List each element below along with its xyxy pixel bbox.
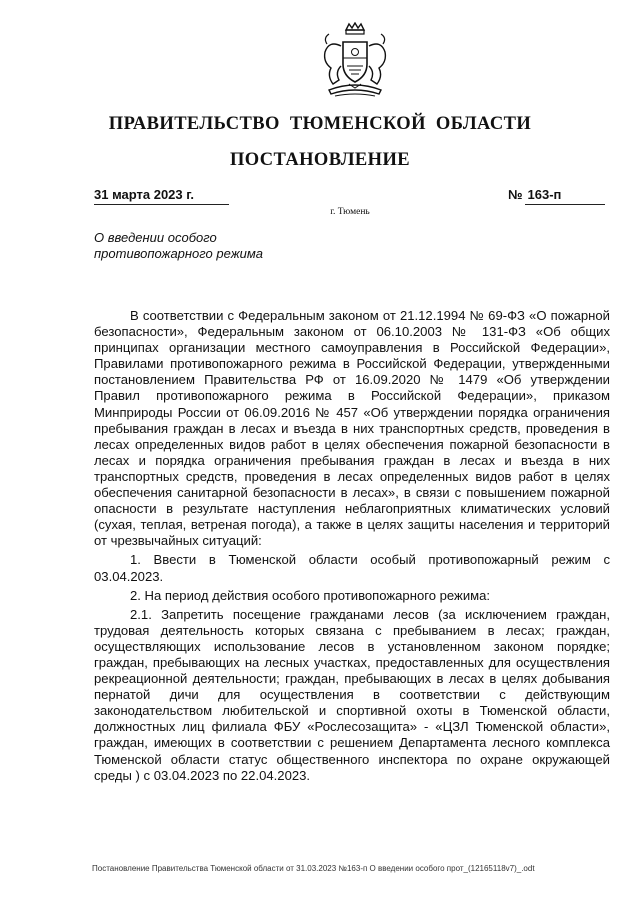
document-type: ПОСТАНОВЛЕНИЕ — [229, 150, 410, 170]
city-label: г. Тюмень — [330, 207, 370, 217]
date-underline — [94, 204, 229, 205]
preamble-paragraph: В соответствии с Федеральным законом от 21.12.1994 № 69-ФЗ «О пожарной безопасности», Федеральным законом от 06.10.2003 № 131-ФЗ «Об общих принципах организации местного самоуправления в Российской Федерации», Правилами противопожарного режима в Российской Федерации, утвержденными постановлением Правительства РФ от 16.09.2020 № 1479 «Об утверждении Правил противопожарного режима в Российской Федерации», приказом Минприроды России от 06.09.2016 № 457 «Об утверждении порядка ограничения пребывания граждан в лесах и въезда в них транспортных средств, проведения в лесах определенных видов работ в целях обеспечения пожарной безопасности в лесах и порядка ограничения пребывания граждан в лесах и въезда в них транспортных средств, проведения в лесах определенных видов работ в целях обеспечения санитарной безопасности в лесах», в связи с повышением пожарной опасности в результате наступления неблагоприятных климатических условий (сухая, теплая, ветреная погода), а также в целях защиты населения и территорий от чрезвычайных ситуаций: — [94, 308, 610, 549]
item-1-paragraph: 1. Ввести в Тюменской области особый противопожарный режим с 03.04.2023. — [94, 552, 610, 584]
number-sign: № — [508, 187, 523, 202]
item-2-paragraph: 2. На период действия особого противопожарного режима: — [130, 587, 491, 603]
document-subject: О введении особого противопожарного режима — [94, 230, 264, 261]
item-2-1-paragraph: 2.1. Запретить посещение гражданами лесов (за исключением граждан, трудовая деятельность которых связана с пребыванием в лесах; граждан, осуществляющих использование лесов в установленном законом порядке; граждан, пребывающих на лесных участках, предоставленных для осуществления рекреационной деятельности; граждан, пребывающих в лесах в целях добывания пернатой дичи для осуществления в соответствии с действующим законодательством любительской и спортивной охоты в Тюменской области, должностных лиц филиала ФБУ «Рослесозащита» - «ЦЗЛ Тюменской области», граждан, имеющих в соответствии с решением Департамента лесного комплекса Тюменской области статус общественного инспектора по охране окружающей среды ) с 03.04.2023 по 22.04.2023. — [94, 606, 610, 783]
number-value: 163-п — [527, 187, 562, 202]
document-date: 31 марта 2023 г. — [94, 187, 194, 202]
number-underline — [525, 204, 605, 205]
file-footer: Постановление Правительства Тюменской области от 31.03.2023 №163-п О введении особого прот_(12165118v7)_.odt — [92, 864, 535, 873]
tyumen-region-coat-of-arms-icon — [313, 22, 397, 106]
document-body — [94, 308, 610, 784]
document-number — [508, 187, 566, 202]
government-title: ПРАВИТЕЛЬСТВО ТЮМЕНСКОЙ ОБЛАСТИ — [108, 114, 532, 134]
